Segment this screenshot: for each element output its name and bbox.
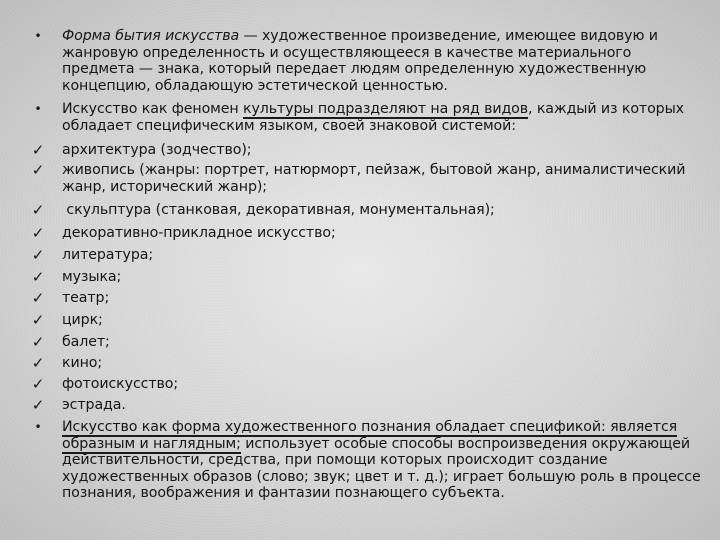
item-text: театр; bbox=[62, 290, 110, 306]
text-pre: Искусство как феномен bbox=[62, 101, 243, 117]
checkmark-icon: ✓ bbox=[31, 161, 45, 179]
item-text: архитектура (зодчество); bbox=[62, 142, 252, 158]
checkmark-icon: ✓ bbox=[31, 224, 45, 242]
item-text: литература; bbox=[62, 247, 154, 263]
item-text: кино; bbox=[62, 355, 103, 371]
bullet-dot-icon: • bbox=[34, 102, 42, 116]
checkmark-icon: ✓ bbox=[31, 201, 45, 219]
item-text: цирк; bbox=[62, 312, 103, 328]
bullet-dot-icon: • bbox=[34, 29, 42, 43]
checkmark-icon: ✓ bbox=[31, 268, 45, 286]
checkmark-icon: ✓ bbox=[31, 333, 45, 351]
underlined-text: культуры подразделяют на ряд видов bbox=[242, 101, 528, 117]
item-text bbox=[62, 28, 702, 94]
item-text: эстрада. bbox=[62, 397, 126, 413]
term-italic: Форма бытия искусства bbox=[62, 28, 240, 44]
item-text: скульптура (станковая, декоративная, монументальная); bbox=[62, 202, 495, 218]
checkmark-icon: ✓ bbox=[31, 354, 45, 372]
item-text: фотоискусство; bbox=[62, 376, 179, 392]
item-text: балет; bbox=[62, 334, 110, 350]
checkmark-icon: ✓ bbox=[31, 311, 45, 329]
text-post: , каждый из которых обладает специфическим языком, своей знаковой системой: bbox=[62, 101, 684, 134]
text-post: использует особые способы воспроизведения окружающей действительности, средства, при помощи которых происходит создание художественных образов (слово; звук; цвет и т. д.); играет большую роль в процессе познания, воображения и фантазии познающего субъекта. bbox=[62, 435, 701, 502]
item-text bbox=[62, 419, 702, 502]
checkmark-icon: ✓ bbox=[31, 246, 45, 264]
checkmark-icon: ✓ bbox=[31, 375, 45, 393]
checkmark-icon: ✓ bbox=[31, 289, 45, 307]
underlined-text: Искусство как форма художественного познания обладает спецификой: является образным и наглядным; bbox=[62, 419, 678, 452]
item-text bbox=[62, 101, 702, 134]
item-text: декоративно-прикладное искусство; bbox=[62, 225, 336, 241]
bullet-dot-icon: • bbox=[34, 420, 42, 434]
checkmark-icon: ✓ bbox=[31, 141, 45, 159]
checkmark-icon: ✓ bbox=[31, 396, 45, 414]
item-text: живопись (жанры: портрет, натюрморт, пейзаж, бытовой жанр, анималистический жанр, исторический жанр); bbox=[62, 162, 686, 195]
item-text: музыка; bbox=[62, 269, 122, 285]
definition-text: — художественное произведение, имеющее видовую и жанровую определенность и осуществляющееся в качестве материального предмета — знака, который передает людям определенную художественную концепцию, обладающую эстетической ценностью. bbox=[62, 28, 658, 94]
